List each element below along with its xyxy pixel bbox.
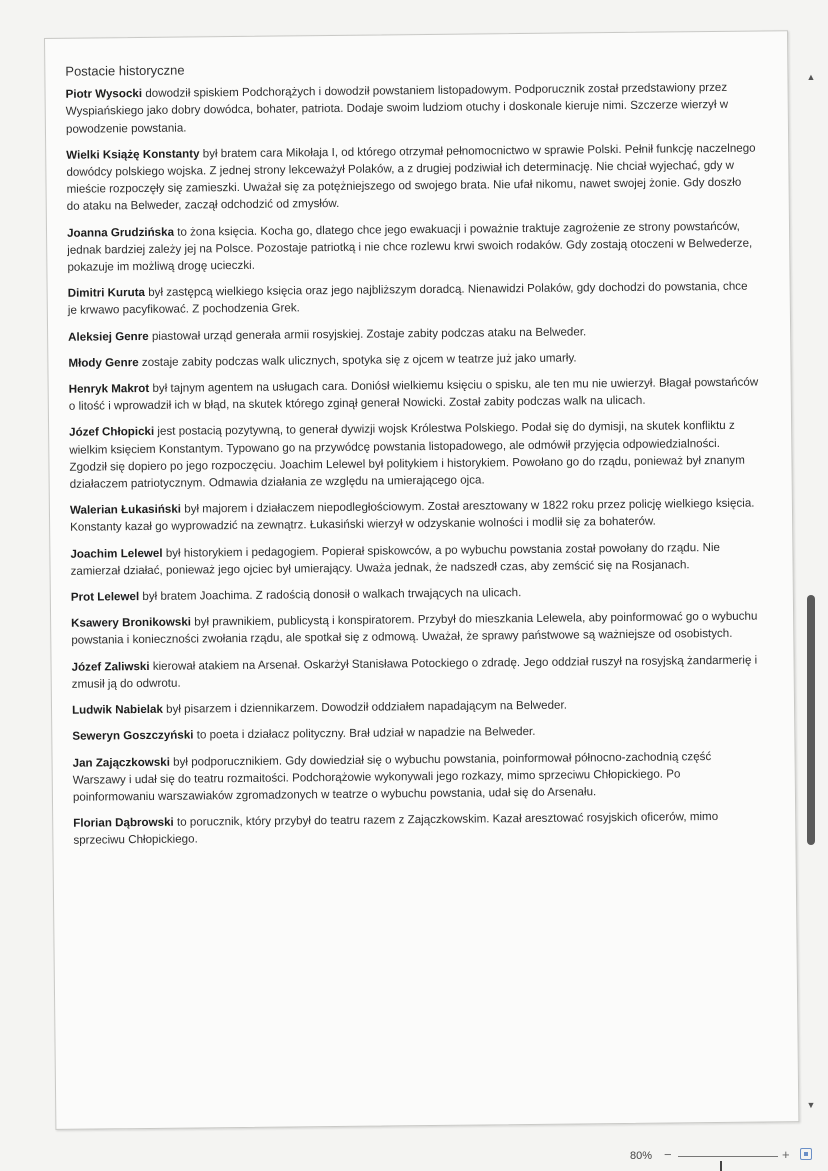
zoom-level-label[interactable]: 80% [630, 1150, 653, 1162]
character-name: Florian Dąbrowski [73, 815, 174, 830]
character-entry [72, 721, 762, 745]
vertical-scrollbar[interactable] [804, 60, 818, 1120]
character-name: Walerian Łukasiński [69, 502, 182, 518]
character-entry [69, 374, 759, 416]
character-name: Wielki Książę Konstanty [66, 147, 200, 162]
status-bar [620, 1146, 820, 1166]
character-entry [66, 139, 757, 215]
character-name: Jan Zajączkowski [72, 755, 170, 770]
character-name: Ksawery Bronikowski [71, 615, 192, 631]
character-name: Piotr Wysocki [65, 87, 143, 101]
entries-list [66, 79, 764, 849]
character-description: piastował urząd generała armii rosyjskiej. Zostaje zabity podczas ataku na Belweder. [148, 324, 587, 343]
scroll-down-arrow-icon[interactable]: ▼ [806, 1100, 816, 1110]
scroll-thumb[interactable] [807, 595, 815, 845]
character-description: jest postacią pozytywną, to generał dywizji wojsk Królestwa Polskiego. Podał się do dymisji, na skutek konfliktu z wielkim księciem Konstantym. Typowano go na przywódcę powstania listopadowego, ale odmówił przyjęcia odpowiedzialności. Zgodził się dopiero po jego rozpoczęciu. Joachim Lelewel był politykiem i historykiem. Powołano go do rządu, ponieważ był znanym działaczem patriotycznym. Odmawia działania ze względu na umierającego ojca. [69, 419, 745, 491]
scroll-up-arrow-icon[interactable]: ▲ [806, 72, 816, 82]
character-name: Joachim Lelewel [70, 546, 163, 561]
character-name: Prot Lelewel [70, 590, 140, 604]
character-description: to porucznik, który przybył do teatru razem z Zajączkowskim. Kazał aresztować rosyjskich oficerów, mimo sprzeciwu Chłopickiego. [73, 810, 719, 848]
zoom-slider[interactable] [678, 1156, 778, 1157]
character-entry [73, 808, 763, 850]
document-content [65, 56, 763, 859]
character-name: Józef Zaliwski [71, 659, 150, 674]
character-description: zostaje zabity podczas walk ulicznych, spotyka się z ojcem w teatrze już jako umarły. [138, 351, 577, 369]
character-description: był bratem cara Mikołaja I, od którego otrzymał pełnomocnictwo w sprawie Polski. Pełnił funkcję naczelnego dowódcy polskiego wojska. Z jednej strony lekceważył Polaków, a z drugiej podziwiał ich determinację. Nie chciał wyjechać, gdy w mieście rozpoczęły się zamieszki. Uważał się za potężniejszego od swojego brata. Nie ufał nikomu, nawet swojej żonie. Gdy doszło do ataku na Belweder, zaczął odchodzić od zmysłów. [66, 141, 756, 214]
character-entry [68, 347, 758, 371]
character-description: był podporucznikiem. Gdy dowiedział się o wybuchu powstania, poinformował północno-zachodnią część Warszawy i udał się do teatru rozmaitości. Podchorążowie wykonywali jego rozkazy, mimo sprzeciwu Chłopickiego. Po poinformowaniu warszawiaków zgromadzonych w teatrze o wybuchu powstania, udał się do Arsenału. [72, 749, 712, 804]
character-description: był tajnym agentem na usługach cara. Doniósł wielkiemu księciu o spisku, ale ten mu nie uwierzył. Błagał powstańców o litość i wprowadził ich w błąd, na skutek którego zginął generał Nowicki. Został zabity podczas walk na ulicach. [68, 375, 759, 414]
character-entry [68, 278, 758, 320]
fit-page-icon[interactable] [800, 1148, 812, 1160]
character-entry [72, 695, 762, 719]
character-description: był bratem Joachima. Z radością donosił o walkach trwających na ulicach. [139, 586, 522, 604]
character-name: Henryk Makrot [68, 381, 150, 396]
character-description: to żona księcia. Kocha go, dlatego chce jego ewakuacji i poważnie traktuje zagrożenie ze strony powstańców, jednak bardziej zależy jej na Polsce. Pozostaje patriotką i nie chce rozlewu krwi swoich rodaków. Gdy zostają otoczeni w Belwederze, pokazuje im możliwą drogę ucieczki. [67, 219, 753, 274]
character-entry [73, 747, 764, 806]
zoom-in-button[interactable]: + [782, 1147, 790, 1162]
character-name: Ludwik Nabielak [71, 702, 163, 717]
document-page [44, 30, 799, 1130]
character-description: był pisarzem i dziennikarzem. Dowodził oddziałem napadającym na Belweder. [162, 698, 567, 716]
character-description: kierował atakiem na Arsenał. Oskarżył Stanisława Potockiego o zdradę. Jego oddział ruszył na rosyjską żandarmerię i zmusił ją do odwrotu. [71, 653, 758, 691]
character-name: Dimitri Kuruta [67, 286, 146, 301]
character-entry [71, 651, 761, 693]
character-entry [69, 417, 760, 493]
zoom-out-button[interactable]: − [664, 1147, 672, 1162]
character-entry [71, 608, 761, 650]
character-description: był majorem i działaczem niepodległościowym. Został aresztowany w 1822 roku przez policję wielkiego księcia. Konstanty kazał go wyprowadzić na zewnątrz. Łukasiński wierzył w odzyskanie wolności i modlił się za bohaterów. [70, 496, 755, 535]
character-description: był historykiem i pedagogiem. Popierał spiskowców, a po wybuchu powstania został powołany do rządu. Nie zamierzał działać, ponieważ jego ojciec był umierający. Uważa jednak, że nadszedł czas, aby zemścić się na Rosjanach. [70, 540, 721, 578]
character-entry [71, 582, 761, 606]
character-name: Joanna Grudzińska [66, 225, 175, 240]
character-entry [70, 538, 760, 580]
character-entry [70, 495, 760, 537]
character-description: dowodził spiskiem Podchorążych i dowodził powstaniem listopadowym. Podporucznik został przedstawiony przez Wyspiańskiego jako dobry dowódca, bohater, patriota. Dodaje swoim ludziom otuchy i doskonale kieruje nimi. Szczerze wierzył w powodzenie powstania. [65, 81, 729, 136]
character-description: był prawnikiem, publicystą i konspiratorem. Przybył do mieszkania Lelewela, aby poinformować go o wybuchu powstania i konieczności zwołania rządu, ale spotkał się z odmową. Uważał, że sprawy państwowe są ważniejsze od osobistych. [71, 609, 758, 648]
character-name: Seweryn Goszczyński [72, 728, 194, 744]
zoom-slider-thumb[interactable] [720, 1161, 722, 1171]
character-name: Młody Genre [68, 355, 139, 370]
character-entry [66, 79, 757, 138]
character-name: Józef Chłopicki [69, 425, 155, 440]
character-entry [67, 217, 758, 276]
document-title: Postacie historyczne [65, 62, 185, 79]
character-description: to poeta i działacz polityczny. Brał udział w napadzie na Belweder. [193, 725, 536, 742]
character-description: był zastępcą wielkiego księcia oraz jego najbliższym doradcą. Nienawidzi Polaków, gdy dochodzi do powstania, chce je krwawo pacyfikować. Z pochodzenia Grek. [67, 279, 748, 318]
character-name: Aleksiej Genre [68, 329, 149, 344]
character-entry [68, 321, 758, 345]
